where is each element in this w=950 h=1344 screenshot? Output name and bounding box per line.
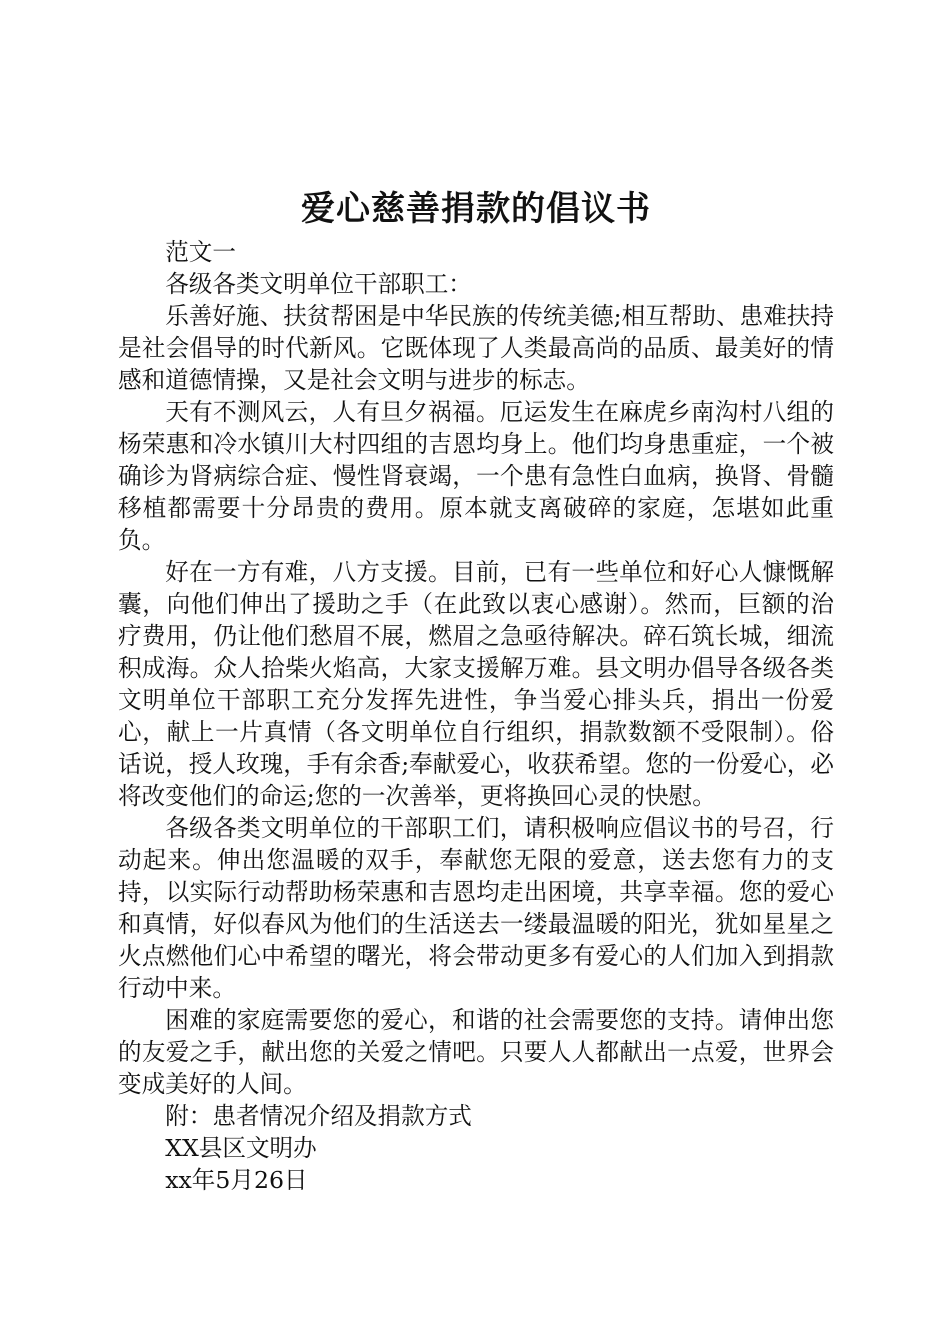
paragraph: 好在一方有难，八方支援。目前，已有一些单位和好心人慷慨解囊，向他们伸出了援助之手（在此致以衷心感谢）。然而，巨额的治疗费用，仍让他们愁眉不展，燃眉之急亟待解决。碎石筑长城，细流积成海。众人拾柴火焰高，大家支援解万难。县文明办倡导各级各类文明单位干部职工充分发挥先进性，争当爱心排头兵，捐出一份爱心，献上一片真情（各文明单位自行组织，捐款数额不受限制）。俗话说，授人玫瑰，手有余香;奉献爱心，收获希望。您的一份爱心，必将改变他们的命运;您的一次善举，更将换回心灵的快慰。: [118, 558, 834, 810]
paragraph: 天有不测风云，人有旦夕祸福。厄运发生在麻虎乡南沟村八组的杨荣惠和冷水镇川大村四组的吉恩均身上。他们均身患重症，一个被确诊为肾病综合症、慢性肾衰竭，一个患有急性白血病，换肾、骨髓移植都需要十分昂贵的费用。原本就支离破碎的家庭，怎堪如此重负。: [118, 398, 834, 554]
paragraph: 各级各类文明单位的干部职工们，请积极响应倡议书的号召，行动起来。伸出您温暖的双手，奉献您无限的爱意，送去您有力的支持，以实际行动帮助杨荣惠和吉恩均走出困境，共享幸福。您的爱心和真情，好似春风为他们的生活送去一缕最温暖的阳光，犹如星星之火点燃他们心中希望的曙光，将会带动更多有爱心的人们加入到捐款行动中来。: [118, 814, 834, 1002]
paragraph: 困难的家庭需要您的爱心，和谐的社会需要您的支持。请伸出您的友爱之手，献出您的关爱之情吧。只要人人都献出一点爱，世界会变成美好的人间。: [118, 1006, 834, 1098]
salutation: 各级各类文明单位干部职工：: [165, 270, 472, 298]
paragraph: 乐善好施、扶贫帮困是中华民族的传统美德;相互帮助、患难扶持是社会倡导的时代新风。它既体现了人类最高尚的品质、最美好的情感和道德情操，又是社会文明与进步的标志。: [118, 302, 834, 394]
date: xx年5月26日: [165, 1166, 308, 1194]
section-label: 范文一: [165, 238, 236, 266]
attachment-note: 附：患者情况介绍及捐款方式: [165, 1102, 472, 1130]
document-body: [118, 236, 834, 1196]
document-title: 爱心慈善捐款的倡议书: [301, 189, 651, 229]
document-page: [118, 182, 834, 1196]
signature: XX县区文明办: [165, 1134, 317, 1162]
